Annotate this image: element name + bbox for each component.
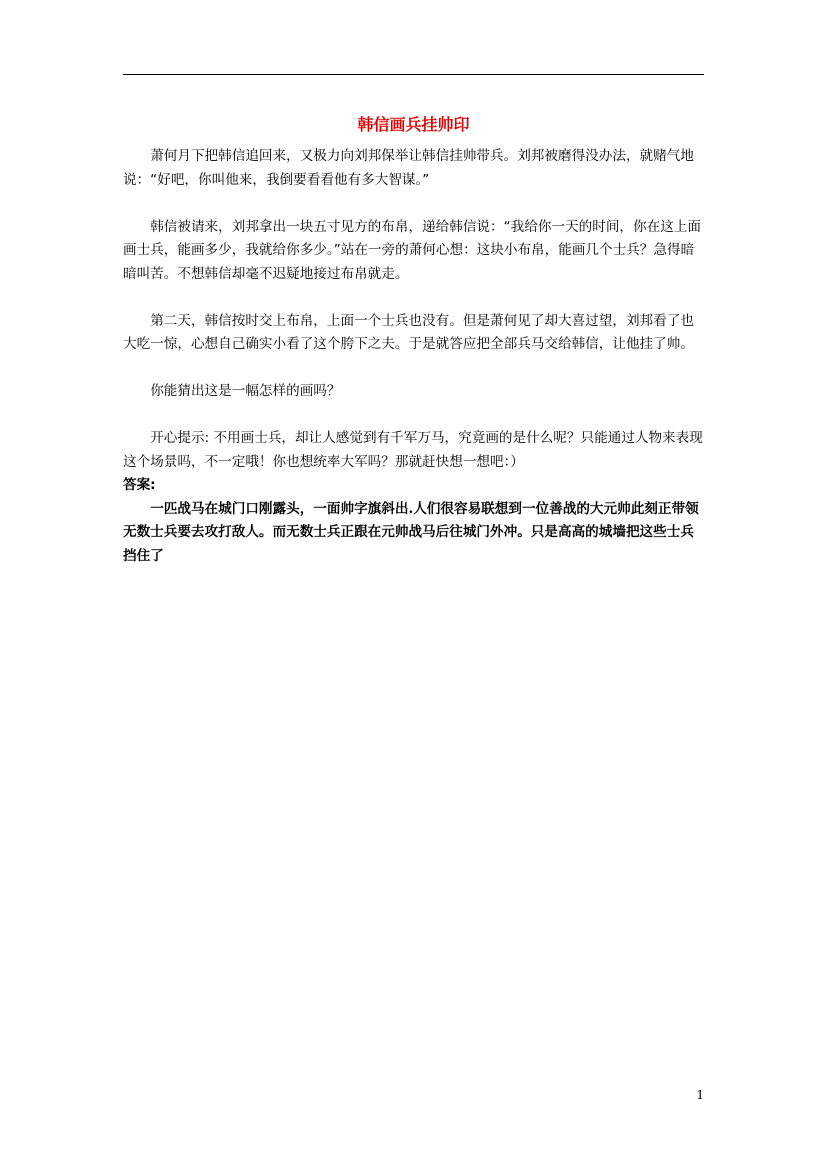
answer-label: 答案: [123,477,156,493]
hint-paragraph: 开心提示: 不用画士兵，却让人感觉到有千军万马，究竟画的是什么呢？只能通过人物来表现这个场景吗，不一定哦！你也想统率大军吗？那就赶快想一想吧：） [123,430,703,470]
header-rule [123,74,704,75]
question-paragraph: 你能猜出这是一幅怎样的画吗？ [150,383,341,399]
paragraph-1: 萧何月下把韩信追回来，又极力向刘邦保举让韩信挂帅带兵。刘邦被磨得没办法，就赌气地说：“好吧，你叫他来，我倒要看看他有多大智谋。” [123,148,694,188]
document-title: 韩信画兵挂帅印 [357,115,470,134]
paragraph-2: 韩信被请来，刘邦拿出一块五寸见方的布帛，递给韩信说：“我给你一天的时间，你在这上面画士兵，能画多少，我就给你多少。”站在一旁的萧何心想：这块小布帛，能画几个士兵？急得暗暗叫苦。不想韩信却毫不迟疑地接过布帛就走。 [123,218,701,282]
document-body [123,145,704,568]
paragraph-3: 第二天，韩信按时交上布帛，上面一个士兵也没有。但是萧何见了却大喜过望，刘邦看了也大吃一惊，心想自己确实小看了这个胯下之夫。于是就答应把全部兵马交给韩信，让他挂了帅。 [123,312,694,352]
answer-text: 一匹战马在城门口刚露头，一面帅字旗斜出.人们很容易联想到一位善战的大元帅此刻正带领无数士兵要去攻打敌人。而无数士兵正跟在元帅战马后往城门外冲。只是高高的城墙把这些士兵挡住了 [123,500,699,564]
page-number: 1 [696,1088,704,1102]
